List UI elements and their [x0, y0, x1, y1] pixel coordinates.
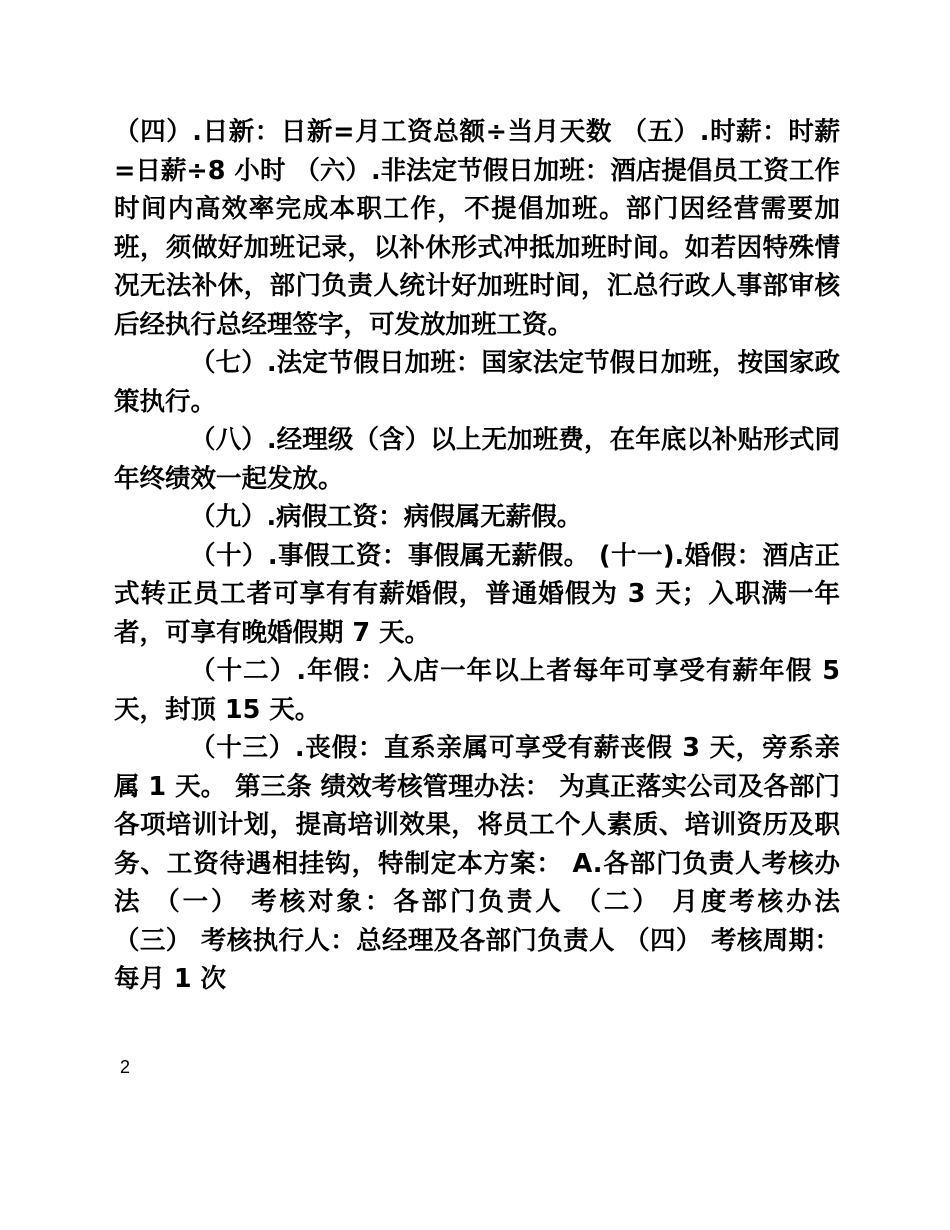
- paragraph-bereavement-performance: （十三）.丧假：直系亲属可享受有薪丧假 3 天，旁系亲属 1 天。 第三条 绩效考核管理办法： 为真正落实公司及各部门各项培训计划，提高培训效果，将员工个人素质、培训资历及职务、工资待遇相挂钩，特制定本方案： A.各部门负责人考核办法 （一） 考核对象：各部门负责人 （二） 月度考核办法 （三） 考核执行人：总经理及各部门负责人 （四） 考核周期：每月 1 次: [114, 733, 840, 994]
- page-number: 2: [120, 1057, 131, 1077]
- document-body: [114, 113, 840, 999]
- paragraph-overtime-wages: （四）.日新：日新=月工资总额÷当月天数 （五）.时薪：时薪=日薪÷8 小时 （六）.非法定节假日加班：酒店提倡员工资工作时间内高效率完成本职工作，不提倡加班。部门因经营需要加班，须做好加班记录，以补休形式冲抵加班时间。如若因特殊情况无法补休，部门负责人统计好加班时间，汇总行政人事部审核后经执行总经理签字，可发放加班工资。: [114, 117, 840, 340]
- paragraph-personal-marriage-leave: （十）.事假工资：事假属无薪假。 (十一).婚假：酒店正式转正员工者可享有有薪婚假，普通婚假为 3 天；入职满一年者，可享有晚婚假期 7 天。: [114, 540, 840, 648]
- paragraph-annual-leave: （十二）.年假：入店一年以上者每年可享受有薪年假 5 天，封顶 15 天。: [114, 656, 840, 725]
- paragraph-statutory-holiday: （七）.法定节假日加班：国家法定节假日加班，按国家政策执行。: [114, 348, 840, 417]
- paragraph-manager-overtime: （八）.经理级（含）以上无加班费，在年底以补贴形式同年终绩效一起发放。: [114, 425, 840, 494]
- paragraph-sick-leave: （九）.病假工资：病假属无薪假。: [190, 502, 583, 532]
